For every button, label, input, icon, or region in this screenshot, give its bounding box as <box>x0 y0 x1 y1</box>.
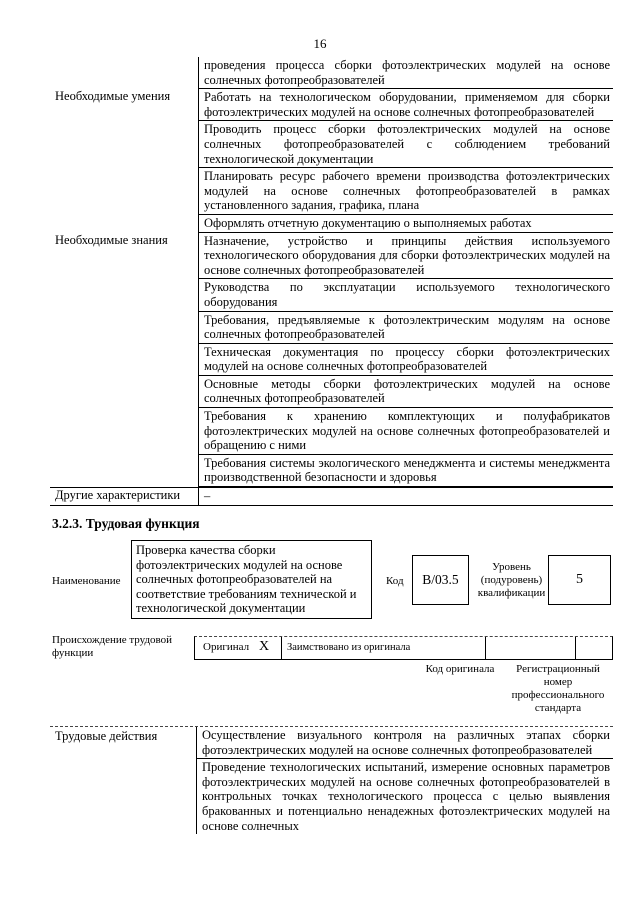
origin-row <box>194 636 613 660</box>
action-item: Осуществление визуального контроля на различных этапах сборки фотоэлектрических модулей на основе солнечных фотопреобразователей <box>197 727 613 759</box>
function-code-value: B/03.5 <box>412 555 469 605</box>
knowledge-item: Требования системы экологического менеджмента и системы менеджмента производственной безопасности и здоровья <box>199 455 613 487</box>
skill-item: Оформлять отчетную документацию о выполняемых работах <box>199 215 613 233</box>
knowledge-row <box>50 233 613 488</box>
other-row <box>50 487 613 506</box>
knowledge-label: Необходимые знания <box>55 232 168 247</box>
original-mark: X <box>259 639 270 654</box>
skills-row <box>50 89 613 232</box>
knowledge-item: Требования, предъявляемые к фотоэлектрическим модулям на основе солнечных фотопреобразователей <box>199 312 613 344</box>
code-original-label: Код оригинала <box>425 663 495 675</box>
requirements-table <box>50 57 613 506</box>
borrowed-cell <box>281 637 486 659</box>
actions-row <box>50 727 613 834</box>
knowledge-item: Требования к хранению комплектующих и полуфабрикатов фотоэлектрических модулей на основе солнечных фотопреобразователей и обращению с ними <box>199 408 613 455</box>
origin-label: Происхождение трудовой функции <box>52 634 173 659</box>
qualification-level-label: Уровень (подуровень) квалификации <box>477 561 546 599</box>
continuation-row <box>50 57 613 89</box>
knowledge-item: Техническая документация по процессу сборки фотоэлектрических модулей на основе солнечных фотопреобразователей <box>199 344 613 376</box>
registration-number-label: Регистрационный номер профессионального стандарта <box>511 663 605 714</box>
skills-label: Необходимые умения <box>55 89 171 104</box>
original-label: Оригинал <box>203 641 250 653</box>
section-heading: 3.2.3. Трудовая функция <box>52 516 200 531</box>
skill-item: Работать на технологическом оборудовании, применяемом для сборки фотоэлектрических модулей на основе солнечных фотопреобразователей <box>199 89 613 121</box>
other-value: – <box>204 489 211 504</box>
function-code-label: Код <box>386 575 404 587</box>
knowledge-item: Руководства по эксплуатации используемого технологического оборудования <box>199 279 613 311</box>
actions-label: Трудовые действия <box>55 729 158 743</box>
skill-item: Проводить процесс сборки фотоэлектрических модулей на основе солнечных фотопреобразователей с соблюдением требований технологической документации <box>199 121 613 168</box>
labor-actions-table <box>50 726 613 834</box>
knowledge-item: Основные методы сборки фотоэлектрических модулей на основе солнечных фотопреобразователей <box>199 376 613 408</box>
code-original-cell <box>485 637 576 659</box>
original-cell <box>195 637 282 659</box>
other-label: Другие характеристики <box>55 488 181 503</box>
page-number: 16 <box>313 36 327 51</box>
knowledge-item: Назначение, устройство и принципы действия используемого технологического оборудования для сборки фотоэлектрических модулей на основе солнечных фотопреобразователей <box>199 233 613 280</box>
function-name-label: Наименование <box>52 575 121 587</box>
function-name-value: Проверка качества сборки фотоэлектрических модулей на основе солнечных фотопреобразователей на соответствие требованиям технической и технологической документации <box>131 540 372 619</box>
qualification-level-value: 5 <box>548 555 611 605</box>
action-item: Проведение технологических испытаний, измерение основных параметров фотоэлектрических модулей на основе солнечных фотопреобразователей в контрольных точках технологического процесса с целью выявления бракованных и потенциально ненадежных фотоэлектрических модулей на основе солнечных <box>202 760 610 833</box>
borrowed-label: Заимствовано из оригинала <box>287 642 411 653</box>
skill-item: Планировать ресурс рабочего времени производства фотоэлектрических модулей на основе солнечных фотопреобразователей в рамках установленного задания, графика, плана <box>199 168 613 215</box>
continuation-cell: проведения процесса сборки фотоэлектрических модулей на основе солнечных фотопреобразователей <box>199 57 613 89</box>
